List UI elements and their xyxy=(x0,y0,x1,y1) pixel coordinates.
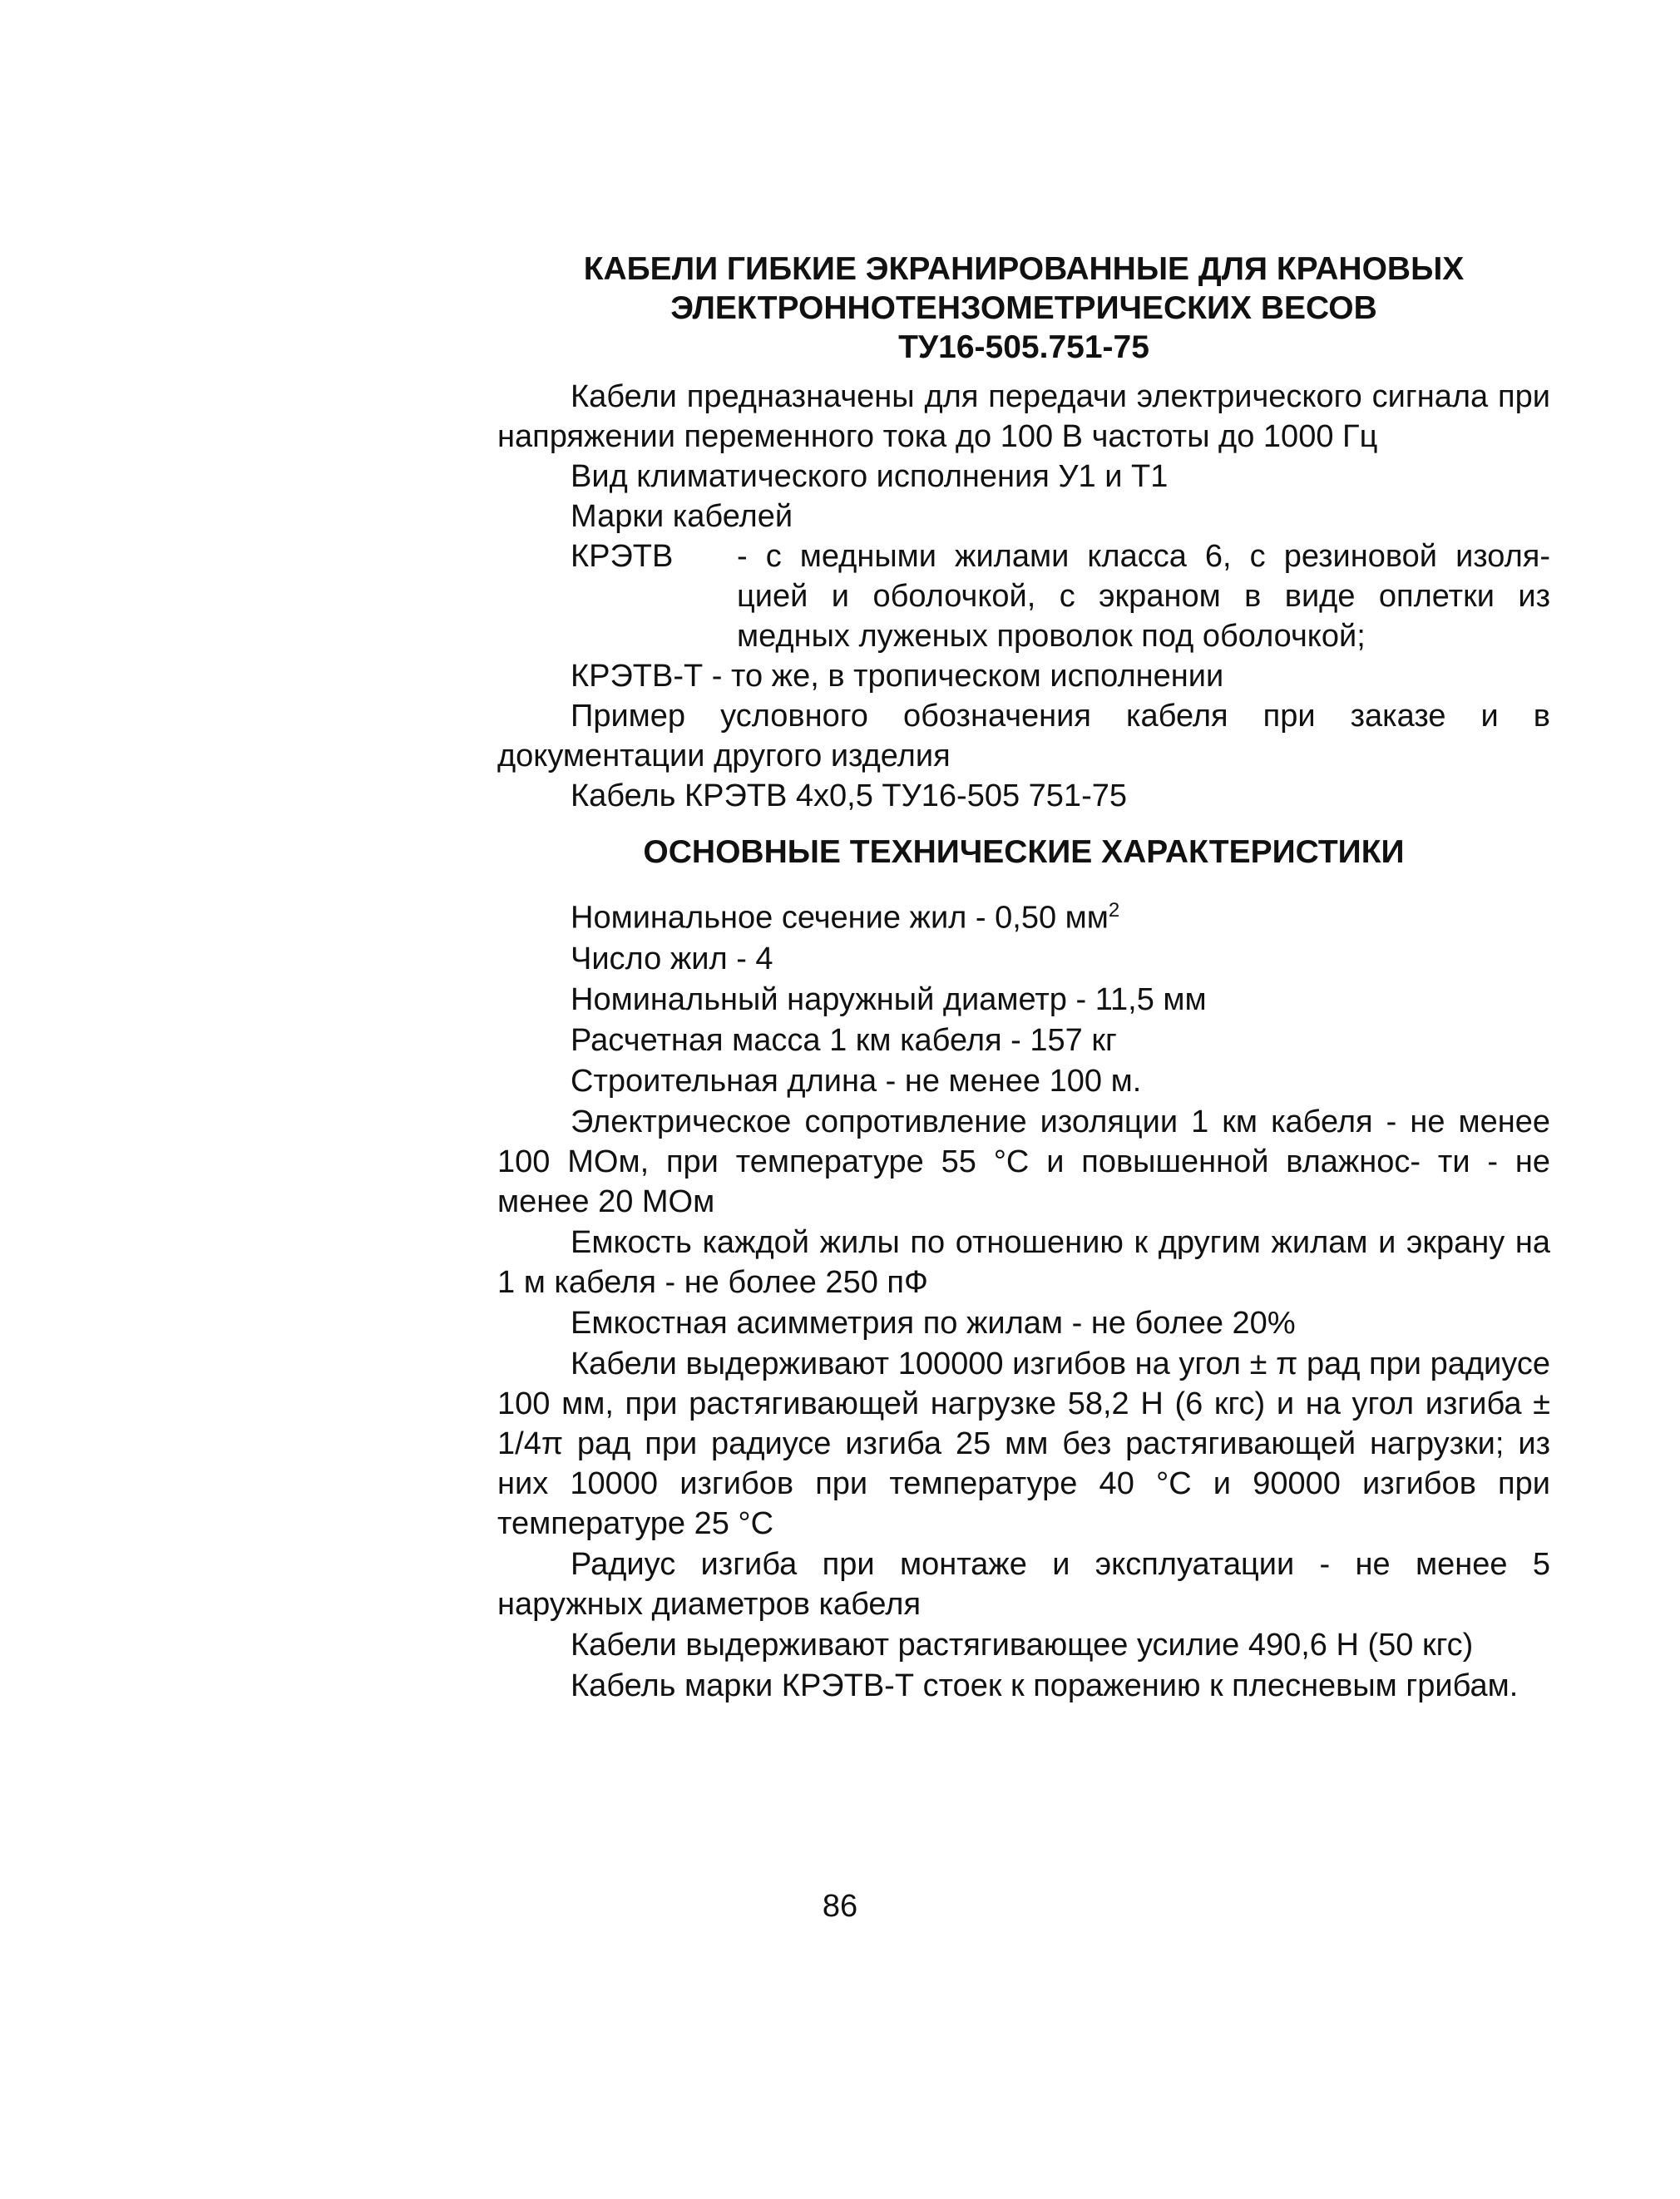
spec-asymmetry: Емкостная асимметрия по жилам - не более 20% xyxy=(571,1305,1296,1341)
spec-length: Строительная длина - не менее 100 м. xyxy=(571,1063,1142,1099)
spec-capacitance: Емкость каждой жилы по отношению к другим жилам и экрану на 1 м кабеля - не более 250 пФ xyxy=(497,1224,1550,1300)
grade-tropical: КРЭТВ-Т - то же, в тропическом исполнении xyxy=(571,659,1224,694)
page-number: 86 xyxy=(822,1889,858,1924)
grade-entry xyxy=(497,536,1550,656)
climate-line: Вид климатического исполнения У1 и Т1 xyxy=(571,459,1169,494)
spec-cross-section-sup: 2 xyxy=(1108,899,1120,922)
designation-example-text: Пример условного обозначения кабеля при заказе и в документации другого изделия xyxy=(497,699,1550,773)
spec-cross-section-text: Номинальное сечение жил - 0,50 мм xyxy=(571,900,1109,936)
grades-label: Марки кабелей xyxy=(571,499,793,534)
spec-bending: Кабели выдерживают 100000 изгибов на угол ± π рад при радиусе 100 мм, при растягивающей нагрузке 58,2 Н (6 кгс) и на угол изгиба ± 1/4π рад при радиусе изгиба 25 мм без растягивающей нагрузки; из них 10000 изгибов при температуре 40 °С и 90000 изгибов при температуре 25 °С xyxy=(497,1346,1550,1541)
title-line-2: ЭЛЕКТРОННОТЕНЗОМЕТРИЧЕСКИХ ВЕСОВ xyxy=(670,290,1377,326)
spec-diameter: Номинальный наружный диаметр - 11,5 мм xyxy=(571,981,1207,1017)
standard-code: ТУ16-505.751-75 xyxy=(898,329,1149,365)
designation-example-value: Кабель КРЭТВ 4х0,5 ТУ16-505 751-75 xyxy=(571,778,1127,813)
spec-mass: Расчетная масса 1 км кабеля - 157 кг xyxy=(571,1022,1117,1058)
spec-mold: Кабель марки КРЭТВ-Т стоек к поражению к плесневым грибам. xyxy=(571,1668,1519,1703)
section-heading: ОСНОВНЫЕ ТЕХНИЧЕСКИЕ ХАРАКТЕРИСТИКИ xyxy=(643,834,1405,870)
spec-list xyxy=(497,891,1550,1706)
document-title xyxy=(497,250,1550,367)
grade-description xyxy=(737,536,1550,656)
grade-description-text: - с медными жилами класса 6, с резиновой изоля- цией и оболочкой, с экраном в виде оплетки из медных луженых проволок под оболочкой; xyxy=(737,539,1550,654)
title-line-1: КАБЕЛИ ГИБКИЕ ЭКРАНИРОВАННЫЕ ДЛЯ КРАНОВЫХ xyxy=(583,251,1465,287)
spec-tensile: Кабели выдерживают растягивающее усилие 490,6 Н (50 кгс) xyxy=(571,1627,1474,1663)
spec-cores: Число жил - 4 xyxy=(571,941,773,976)
spec-resistance: Электрическое сопротивление изоляции 1 км кабеля - не менее 100 МОм, при температуре 55 °С и повышенной влажнос- ти - не менее 20 МОм xyxy=(497,1104,1550,1219)
grade-code: КРЭТВ xyxy=(571,539,674,574)
page-content xyxy=(497,250,1550,1707)
spec-bend-radius: Радиус изгиба при монтаже и эксплуатации - не менее 5 наружных диаметров кабеля xyxy=(497,1546,1550,1622)
purpose-paragraph: Кабели предназначены для передачи электрического сигнала при напряжении переменного тока до 100 В частоты до 1000 Гц xyxy=(497,379,1550,454)
spec-cross-section xyxy=(497,891,1550,938)
